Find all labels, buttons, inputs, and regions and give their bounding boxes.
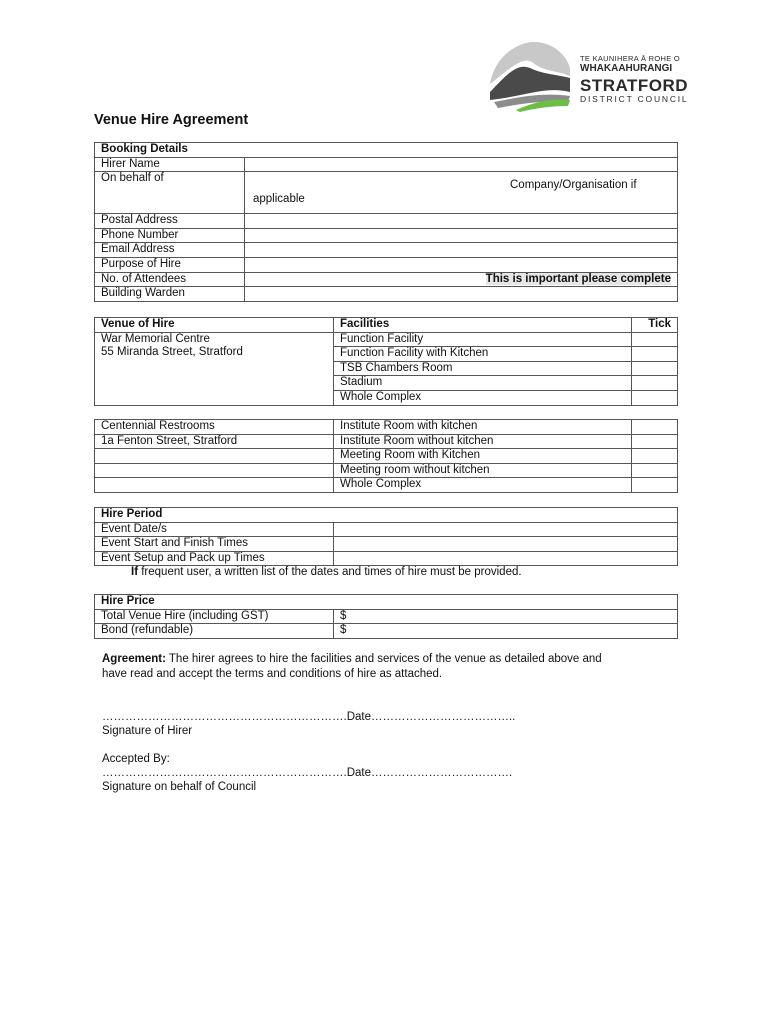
company-note-1: Company/Organisation if — [510, 179, 637, 192]
agreement-text: Agreement: The hirer agrees to hire the facilities and services of the venue as detailed above and have read and accept the terms and conditions of hire as attached. — [102, 653, 602, 680]
attendees-note: This is important please complete — [485, 272, 671, 285]
venue-1-address: 55 Miranda Street, Stratford — [101, 345, 243, 358]
postal-field[interactable] — [245, 214, 678, 229]
venue-2-address: 1a Fenton Street, Stratford — [95, 434, 334, 449]
logo-line-1: TE KAUNIHERA Ā ROHE O — [580, 54, 681, 63]
tick-box[interactable] — [632, 420, 678, 435]
attendees-field[interactable] — [245, 272, 678, 287]
phone-label: Phone Number — [95, 228, 245, 243]
email-field[interactable] — [245, 243, 678, 258]
facility-item: Institute Room without kitchen — [334, 434, 632, 449]
purpose-label: Purpose of Hire — [95, 257, 245, 272]
event-dates-field[interactable] — [334, 522, 678, 537]
facility-item: Whole Complex — [334, 478, 632, 493]
hire-price-table — [94, 594, 678, 639]
booking-header: Booking Details — [95, 143, 678, 158]
facility-item: Meeting Room with Kitchen — [334, 449, 632, 464]
tick-box[interactable] — [632, 332, 678, 347]
event-times-field[interactable] — [334, 537, 678, 552]
setup-times-label: Event Setup and Pack up Times — [95, 551, 334, 566]
email-label: Email Address — [95, 243, 245, 258]
tick-box[interactable] — [632, 347, 678, 362]
attendees-label: No. of Attendees — [95, 272, 245, 287]
tick-box[interactable] — [632, 478, 678, 493]
hirer-signature-label: Signature of Hirer — [102, 725, 193, 737]
total-hire-label: Total Venue Hire (including GST) — [95, 609, 334, 624]
hire-period-table — [94, 507, 678, 566]
hire-period-header: Hire Period — [95, 508, 678, 523]
warden-label: Building Warden — [95, 287, 245, 302]
phone-field[interactable] — [245, 228, 678, 243]
facility-item: Function Facility — [334, 332, 632, 347]
booking-details-table — [94, 142, 678, 302]
total-hire-field[interactable]: $ — [334, 609, 678, 624]
hirer-name-label: Hirer Name — [95, 157, 245, 172]
venue-table-1 — [94, 317, 678, 406]
council-logo-icon — [486, 40, 572, 112]
council-signature-line[interactable]: ……………………………………………………….Date………………………………. — [102, 767, 513, 779]
company-note-2: applicable — [253, 193, 305, 206]
page-title: Venue Hire Agreement — [94, 112, 249, 128]
bond-label: Bond (refundable) — [95, 624, 334, 639]
logo-line-3: STRATFORD — [580, 76, 689, 95]
postal-label: Postal Address — [95, 214, 245, 229]
facility-item: Stadium — [334, 376, 632, 391]
event-dates-label: Event Date/s — [95, 522, 334, 537]
venue-2-name: Centennial Restrooms — [95, 420, 334, 435]
purpose-field[interactable] — [245, 257, 678, 272]
facility-item: Institute Room with kitchen — [334, 420, 632, 435]
tick-box[interactable] — [632, 376, 678, 391]
event-times-label: Event Start and Finish Times — [95, 537, 334, 552]
facilities-header: Facilities — [334, 318, 632, 333]
bond-field[interactable]: $ — [334, 624, 678, 639]
signature-block — [102, 710, 515, 794]
venue-header: Venue of Hire — [95, 318, 334, 333]
facility-item: Function Facility with Kitchen — [334, 347, 632, 362]
venue-table-2 — [94, 419, 678, 493]
setup-times-field[interactable] — [334, 551, 678, 566]
facility-item: Whole Complex — [334, 390, 632, 405]
hirer-name-field[interactable] — [245, 157, 678, 172]
hire-price-header: Hire Price — [95, 595, 678, 610]
tick-box[interactable] — [632, 390, 678, 405]
tick-box[interactable] — [632, 434, 678, 449]
council-signature-label: Signature on behalf of Council — [102, 781, 257, 793]
venue-1-cell — [95, 332, 334, 405]
hirer-signature-line[interactable]: ……………………………………………………….Date……………………………….. — [102, 711, 516, 723]
frequent-user-note: If frequent user, a written list of the dates and times of hire must be provided. — [131, 566, 522, 578]
venue-1-name: War Memorial Centre — [101, 332, 210, 345]
logo-line-2: WHAKAAHURANGI — [580, 63, 673, 74]
facility-item: Meeting room without kitchen — [334, 463, 632, 478]
tick-box[interactable] — [632, 361, 678, 376]
on-behalf-field[interactable] — [245, 172, 678, 214]
tick-box[interactable] — [632, 449, 678, 464]
agreement-label: Agreement: — [102, 653, 166, 665]
logo-line-4: DISTRICT COUNCIL — [580, 94, 689, 104]
tick-header: Tick — [632, 318, 678, 333]
facility-item: TSB Chambers Room — [334, 361, 632, 376]
accepted-by-label: Accepted By: — [102, 753, 170, 765]
warden-field[interactable] — [245, 287, 678, 302]
on-behalf-label: On behalf of — [95, 172, 245, 214]
tick-box[interactable] — [632, 463, 678, 478]
